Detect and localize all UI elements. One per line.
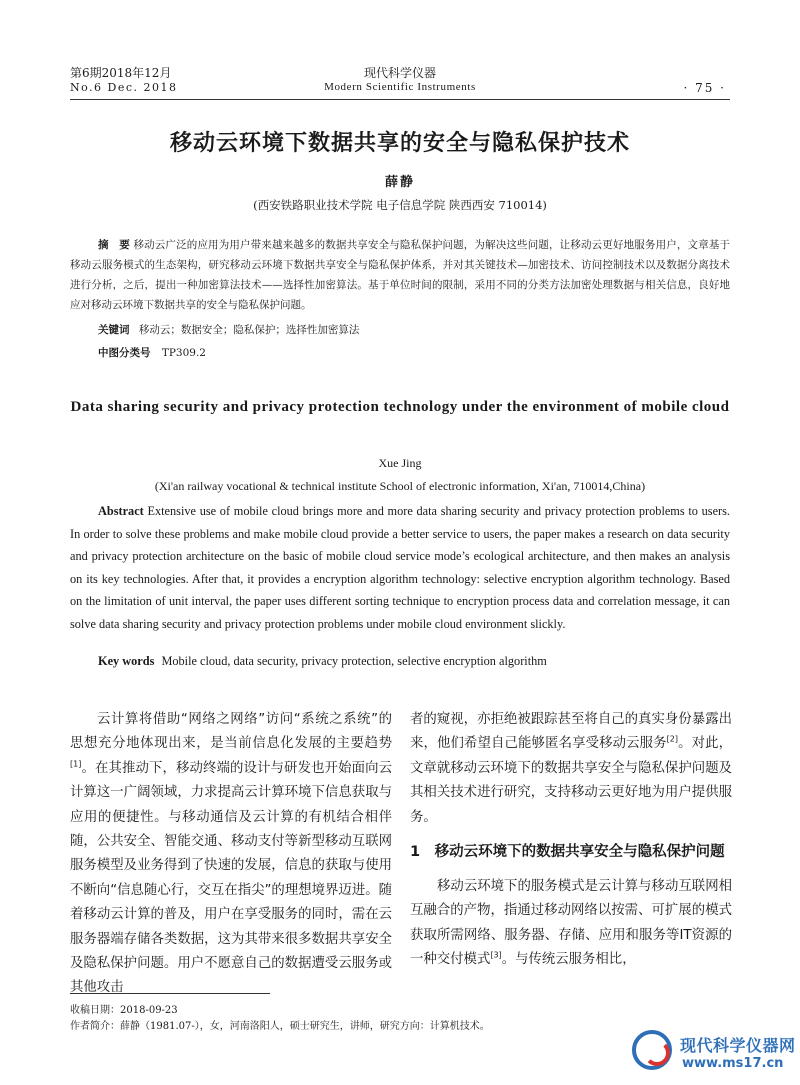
abstract-cn-label: 摘 要 (98, 239, 130, 251)
footnote-rule (70, 993, 270, 994)
journal-name-cn: 现代科学仪器 (363, 66, 436, 80)
header-rule (70, 99, 730, 100)
body-text: 移动云环境下的服务模式是云计算与移动互联网相互融合的产物，指通过移动网络以按需、可扩展的模式获取所需网络、服务器、存储、应用和服务等IT资源的一种交付模式 (410, 879, 732, 968)
body-text: 。与传统云服务相比， (501, 952, 636, 968)
body-text: 。对此，文章就移动云环境下的数据共享安全与隐私保护问题及其相关技术进行研究，支持移动云更好地为用户提供服务。 (410, 736, 733, 825)
citation-1: [1] (70, 759, 82, 769)
keywords-cn-text: 移动云；数据安全；隐私保护；选择性加密算法 (138, 324, 360, 336)
author-bio: 作者简介：薛静（1981.07-），女，河南洛阳人，硕士研究生，讲师，研究方向：计算机技术。 (70, 1021, 490, 1032)
watermark-name: 现代科学仪器网 (680, 1036, 796, 1055)
body-text: 。在其推动下，移动终端的设计与研发也开始面向云计算这一广阔领域，力求提高云计算环境下信息获取与应用的便捷性。与移动通信及云计算的有机结合相伴随，公共安全、智能交通、移动支付等新型移动互联网服务模型及业务得到了快速的发展，信息的获取与使用不断向“信息随心行，交互在指尖”的理想境界迈进。随着移动云计算的普及，用户在享受服务的同时，需在云服务器端存储各类数据，这为其带来很多数据共享安全及隐私保护问题。用户不愿意自己的数据遭受云服务或其他攻击 (70, 760, 392, 996)
affiliation-cn: (西安铁路职业技术学院 电子信息学院 陕西西安 710014) (253, 198, 547, 212)
body-paragraph-2 (410, 875, 732, 973)
body-text: 者的窥视，亦拒绝被跟踪甚至将自己的真实身份暴露出来，他们希望自己能够匿名享受移动云服务 (410, 712, 732, 752)
abstract-cn-text: 移动云广泛的应用为用户带来越来越多的数据共享安全与隐私保护问题，为解决这些问题，让移动云更好地服务用户，文章基于移动云服务模式的生态架构，研究移动云环境下数据共享安全与隐私保护体系，并对其关键技术—加密技术、访问控制技术以及数据分离技术进行分析，之后，提出一种加密算法技术——选择性加密算法。基于单位时间的限制，采用不同的分类方法加密处理数据与相关信息，良好地应对移动云环境下数据共享的安全与隐私保护问题。 (70, 239, 731, 311)
abstract-cn (70, 235, 730, 315)
affiliation-en: (Xi'an railway vocational & technical institute School of electronic information, Xi'an, 710014,China) (154, 479, 646, 493)
body-column-left (70, 708, 392, 1001)
clc-number (98, 345, 206, 360)
abstract-en-text: Extensive use of mobile cloud brings more and more data sharing security and privacy protection problems to users. In order to solve these problems and make mobile cloud provide a better service to users, the paper makes a research on data security and privacy protection architecture on the basic of mobile cloud service mode’s ecological architecture, and then makes an analysis on its key technologies. After that, it provides a encryption algorithm technology: selective encryption algorithm technology. Based on the limitation of unit interval, the paper uses different sorting technique to encryption process data and correlation message, it can solve data sharing security and privacy protection problems under mobile cloud environment slickly. (70, 504, 731, 631)
paper-title-cn: 移动云环境下数据共享的安全与隐私保护技术 (169, 130, 630, 156)
watermark-logo-accent-icon (644, 1040, 670, 1066)
body-column-right (410, 708, 732, 973)
issue-date-cn: 第6期2018年12月 (70, 66, 172, 80)
keywords-cn-label: 关键词 (98, 324, 130, 336)
watermark-url: www.ms17.cn (682, 1056, 784, 1071)
received-date: 收稿日期：2018-09-23 (70, 1005, 178, 1016)
paper-title-en: Data sharing security and privacy protection technology under the environment of mobile cloud (70, 399, 730, 415)
author-en: Xue Jing (378, 456, 422, 470)
section-heading-1: 1 移动云环境下的数据共享安全与隐私保护问题 (410, 844, 725, 861)
abstract-en-label: Abstract (98, 504, 144, 518)
author-cn: 薛静 (384, 175, 415, 190)
keywords-en-text: Mobile cloud, data security, privacy protection, selective encryption algorithm (161, 654, 547, 668)
clc-text: TP309.2 (161, 347, 206, 359)
keywords-cn (98, 322, 359, 337)
citation-3: [3] (490, 950, 502, 960)
issue-date-en: No.6 Dec. 2018 (70, 81, 178, 94)
clc-label: 中图分类号 (98, 347, 151, 359)
body-paragraph-1-cont (410, 708, 732, 830)
citation-2: [2] (666, 734, 678, 744)
keywords-en-label: Key words (98, 654, 155, 668)
body-paragraph-1 (70, 708, 392, 1001)
page-number: · 75 · (683, 81, 726, 95)
body-text: 云计算将借助“网络之网络”访问“系统之系统”的思想充分地体现出来，是当前信息化发展的主要趋势 (70, 712, 392, 752)
keywords-en (98, 654, 547, 669)
abstract-en (70, 500, 730, 635)
journal-name-en: Modern Scientific Instruments (324, 81, 476, 93)
